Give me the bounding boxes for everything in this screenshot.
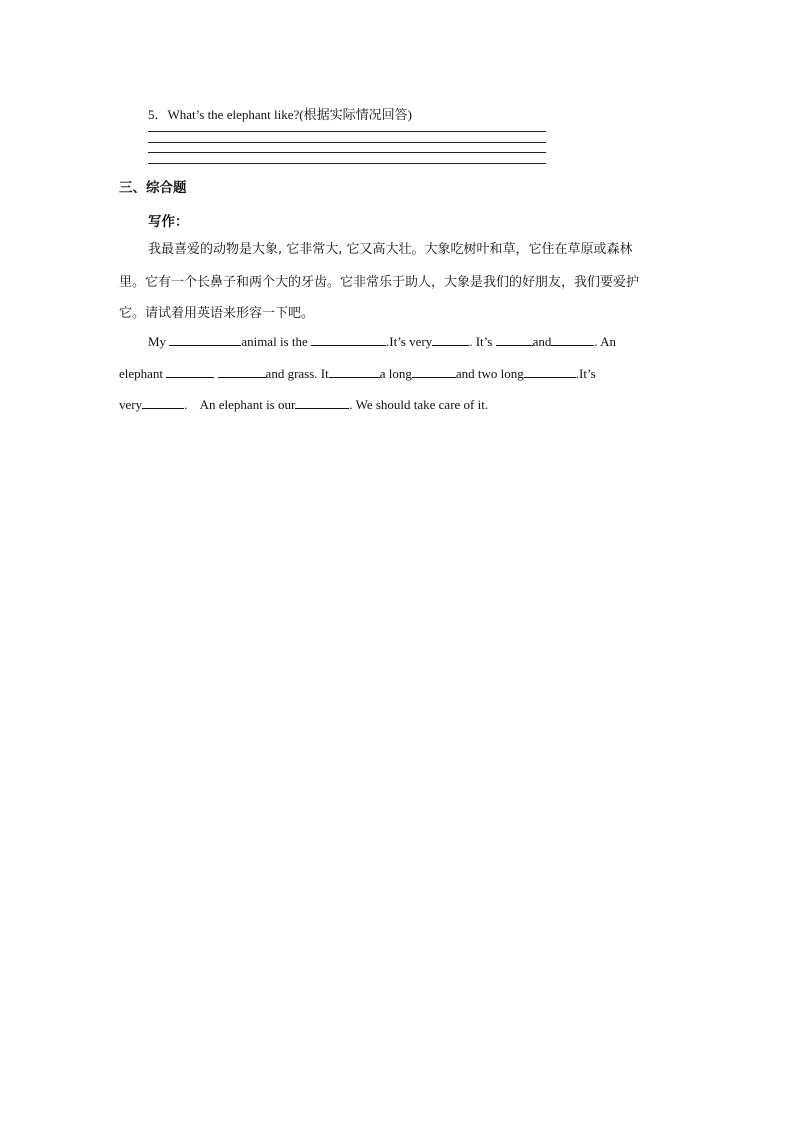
cloze-text: .It’s [575,366,596,381]
blank[interactable] [412,366,456,378]
cloze-line-3 [119,397,488,413]
cloze-line-1 [148,334,616,350]
blank[interactable] [524,366,576,378]
blank[interactable] [166,366,214,378]
cloze-text: and grass. It [265,366,329,381]
blank[interactable] [169,334,241,346]
blank[interactable] [311,334,386,346]
cloze-text: very [119,397,143,412]
answer-line [148,163,546,164]
blank[interactable] [218,366,266,378]
blank[interactable] [551,334,594,346]
blank[interactable] [432,334,469,346]
cloze-line-2 [119,366,596,382]
cloze-text: .It’s very [386,334,433,349]
blank[interactable] [496,334,533,346]
writing-subtitle: 写作： [148,214,189,230]
answer-line [148,131,546,132]
cloze-text: . An elephant is our [184,397,296,412]
prompt-line: 我最喜爱的动物是大象, 它非常大, 它又高大壮。大象吃树叶和草，它住在草原或森林 [148,242,633,257]
prompt-line: 它。请试着用英语来形容一下吧。 [119,306,315,321]
cloze-text: . We should take care of it. [349,397,489,412]
cloze-text: animal is the [241,334,311,349]
answer-line [148,152,546,153]
cloze-text: a long [379,366,412,381]
cloze-text: elephant [119,366,167,381]
cloze-text: and two long [455,366,524,381]
question-5-text: 5．What’s the elephant like?(根据实际情况回答) [148,107,412,122]
cloze-text: and [532,334,552,349]
prompt-line: 里。它有一个长鼻子和两个大的牙齿。它非常乐于助人，大象是我们的好朋友，我们要爱护 [119,275,640,290]
cloze-text: . It’s [469,334,496,349]
blank[interactable] [295,397,349,409]
blank[interactable] [329,366,380,378]
section-title: 三、综合题 [119,180,187,196]
blank[interactable] [142,397,184,409]
cloze-text: . An [594,334,617,349]
answer-line [148,142,546,143]
cloze-text: My [148,334,170,349]
